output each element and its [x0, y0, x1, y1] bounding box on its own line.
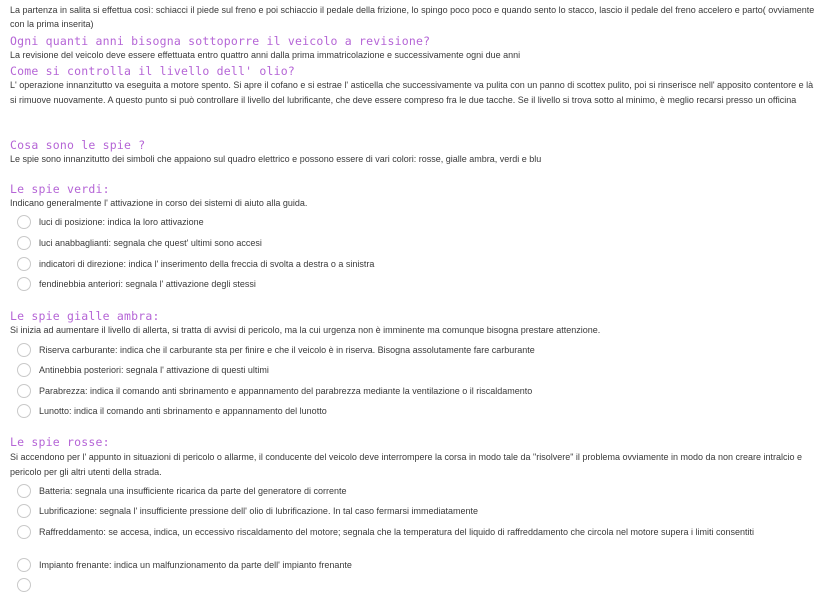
heading-spie-rosse: Le spie rosse: [10, 435, 110, 449]
rosse-text: Si accendono per l' appunto in situazioni di pericolo o allarme, il conducente del veicolo deve interrompere la corsa in modo tale da "risolvere" il problema ovviamente in modo da non creare intralcio e pericolo per gli altri utenti della strada. [10, 452, 803, 477]
radio-button[interactable] [17, 404, 31, 418]
radio-button[interactable] [17, 558, 31, 572]
radio-button[interactable] [17, 504, 31, 518]
list-item[interactable]: Impianto frenante: indica un malfunzionamento da parte dell' impianto frenante [17, 559, 819, 573]
list-item-partial[interactable] [17, 579, 39, 592]
radio-button[interactable] [17, 578, 31, 592]
heading-revisione: Ogni quanti anni bisogna sottoporre il veicolo a revisione? [10, 34, 431, 48]
olio-text: L' operazione innanzitutto va eseguita a motore spento. Si apre il cofano e si estrae l' asticella che successivamente va pulita con un panno di scottex pulito, poi si rinserisce nell' apposito contentore e là si rimuove nuovamente. A questo punto si può controllare il livello del lubrificante, che deve essere compreso fra le due tacche. Se il livello si trova sotto al minimo, è meglio recarsi presso un officina [10, 80, 814, 105]
radio-button[interactable] [17, 257, 31, 271]
intro-paragraph: La partenza in salita si effettua così: schiacci il piede sul freno e poi schiaccio il pedale della frizione, lo spingo poco poco e quando sento lo stacco, lascio il pedale del freno accelero e parto( ovviamente con la prima inserita) [10, 5, 815, 29]
radio-button[interactable] [17, 343, 31, 357]
heading-spie: Cosa sono le spie ? [10, 138, 146, 152]
list-item[interactable]: Parabrezza: indica il comando anti sbrinamento e appannamento del parabrezza mediante la ventilazione o il riscaldamento [17, 385, 819, 399]
gialle-text: Si inizia ad aumentare il livello di allerta, si tratta di avvisi di pericolo, ma la cui urgenza non è imminente ma comunque bisogna prestare attenzione. [10, 325, 601, 335]
spie-text: Le spie sono innanzitutto dei simboli che appaiono sul quadro elettrico e possono essere di vari colori: rosse, gialle ambra, verdi e blu [10, 154, 542, 164]
radio-button[interactable] [17, 484, 31, 498]
radio-button[interactable] [17, 525, 31, 539]
list-item[interactable]: luci anabbaglianti: segnala che quest' ultimi sono accesi [17, 237, 819, 251]
radio-button[interactable] [17, 215, 31, 229]
heading-spie-gialle: Le spie gialle ambra: [10, 309, 160, 323]
list-item[interactable]: Riserva carburante: indica che il carburante sta per finire e che il veicolo è in riserva. Bisogna assolutamente fare carburante [17, 344, 819, 358]
list-item[interactable]: luci di posizione: indica la loro attivazione [17, 216, 819, 230]
radio-button[interactable] [17, 363, 31, 377]
list-item[interactable]: Antinebbia posteriori: segnala l' attivazione di questi ultimi [17, 364, 819, 378]
list-item[interactable]: Batteria: segnala una insufficiente ricarica da parte del generatore di corrente [17, 485, 819, 499]
heading-olio: Come si controlla il livello dell' olio? [10, 64, 295, 78]
list-item[interactable]: indicatori di direzione: indica l' inserimento della freccia di svolta a destra o a sinistra [17, 258, 819, 272]
revisione-text: La revisione del veicolo deve essere effettuata entro quattro anni dalla prima immatricolazione e successivamente ogni due anni [10, 50, 521, 60]
radio-button[interactable] [17, 236, 31, 250]
list-item[interactable]: Lunotto: indica il comando anti sbrinamento e appannamento del lunotto [17, 405, 819, 419]
list-item[interactable]: fendinebbia anteriori: segnala l' attivazione degli stessi [17, 278, 819, 292]
list-item[interactable]: Lubrificazione: segnala l' insufficiente pressione dell' olio di lubrificazione. In tal caso fermarsi immediatamente [17, 505, 819, 519]
radio-button[interactable] [17, 384, 31, 398]
radio-button[interactable] [17, 277, 31, 291]
heading-spie-verdi: Le spie verdi: [10, 182, 110, 196]
list-item[interactable]: Raffreddamento: se accesa, indica, un eccessivo riscaldamento del motore; segnala che la temperatura del liquido di raffreddamento che circola nel motore supera i limiti consentiti [17, 526, 819, 540]
verdi-text: Indicano generalmente l' attivazione in corso dei sistemi di aiuto alla guida. [10, 198, 308, 208]
